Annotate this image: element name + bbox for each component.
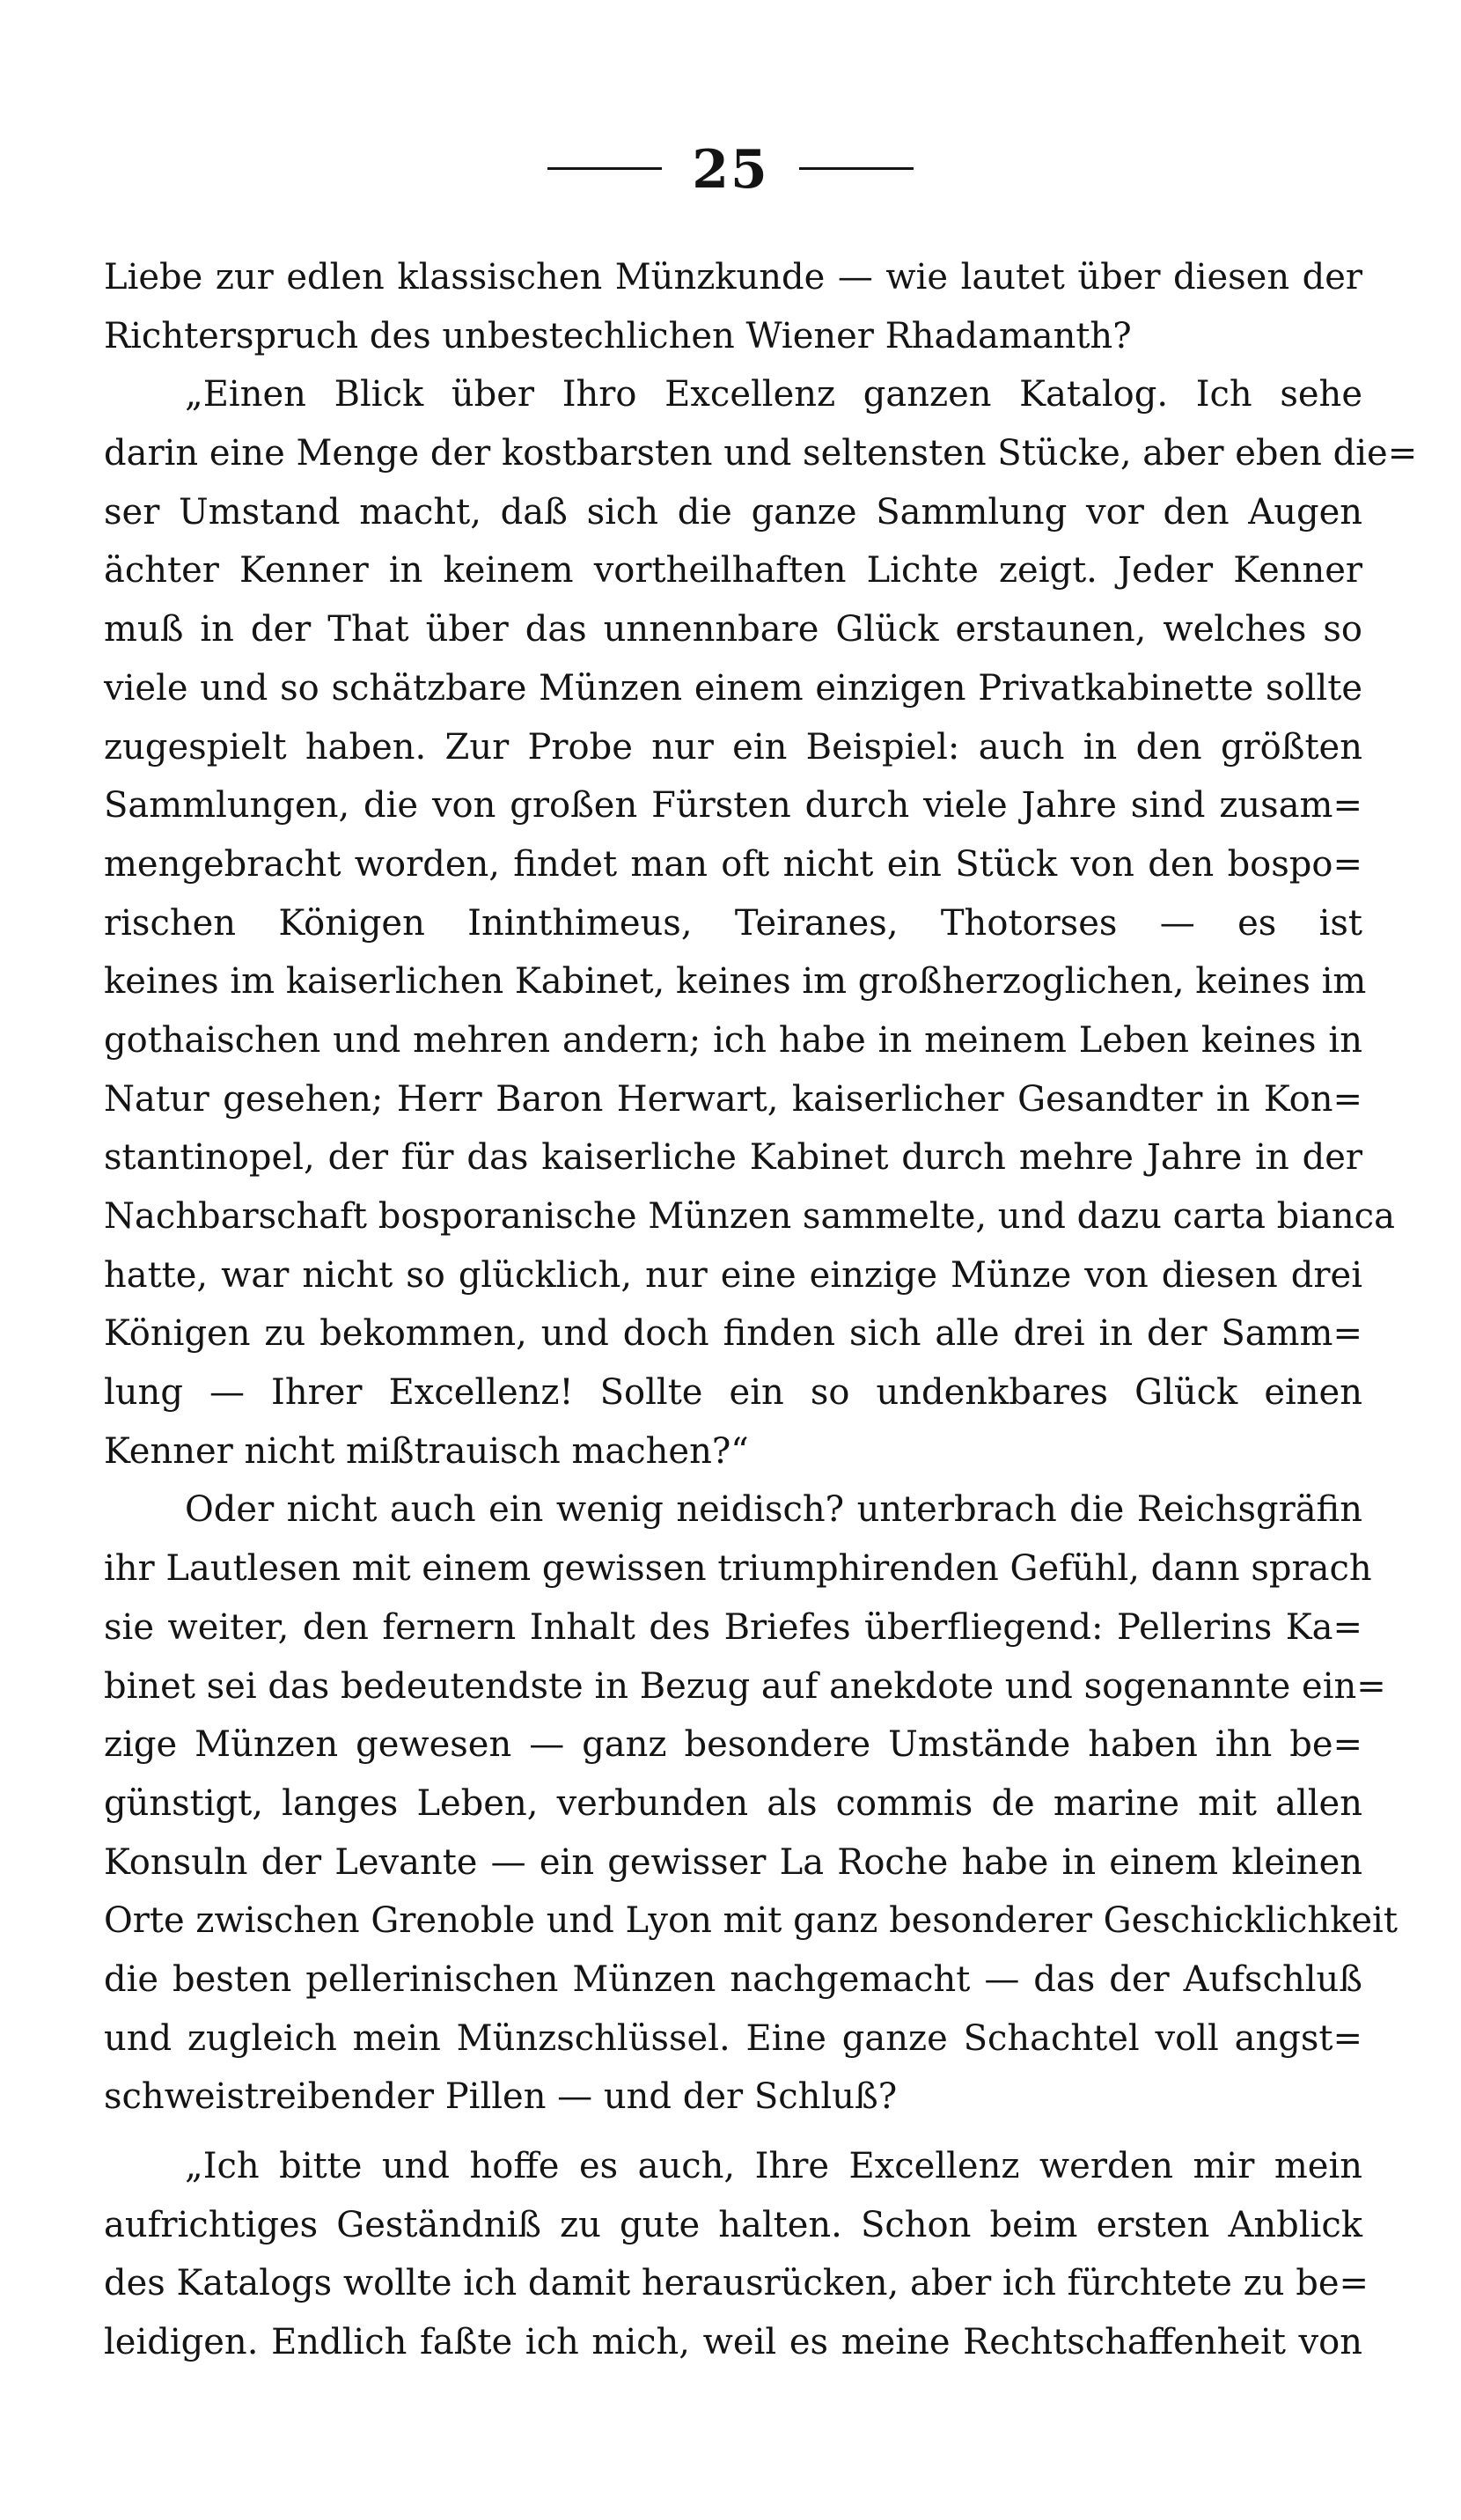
text-line: muß in der That über das unnennbare Glück erstaunen, welches so (104, 609, 1362, 650)
header-rule-right (799, 167, 914, 170)
text-line: günstigt, langes Leben, verbunden als commis de marine mit allen (104, 1782, 1362, 1824)
text-line: ihr Lautlesen mit einem gewissen triumphirenden Gefühl, dann sprach (104, 1548, 1372, 1590)
text-line: „Einen Blick über Ihro Excellenz ganzen Katalog. Ich sehe (185, 374, 1362, 415)
text-line: zugespielt haben. Zur Probe nur ein Beispiel: auch in den größten (104, 726, 1362, 768)
text-line: gothaischen und mehren andern; ich habe in meinem Leben keines in (104, 1019, 1362, 1061)
page-number: 25 (692, 139, 769, 201)
text-line: Orte zwischen Grenoble und Lyon mit ganz besonderer Geschicklichkeit (104, 1900, 1398, 1942)
text-line: ser Umstand macht, daß sich die ganze Sammlung vor den Augen (104, 491, 1362, 533)
text-line: binet sei das bedeutendste in Bezug auf anekdote und sogenannte ein= (104, 1665, 1386, 1707)
text-line: Nachbarschaft bosporanische Münzen sammelte, und dazu carta bianca (104, 1196, 1395, 1237)
text-line: Sammlungen, die von großen Fürsten durch viele Jahre sind zusam= (104, 785, 1362, 827)
text-line: Konsuln der Levante — ein gewisser La Roche habe in einem kleinen (104, 1841, 1362, 1883)
text-line: ächter Kenner in keinem vortheilhaften Lichte zeigt. Jeder Kenner (104, 550, 1362, 591)
text-line: rischen Königen Ininthimeus, Teiranes, Thotorses — es ist (104, 902, 1362, 944)
text-line: „Ich bitte und hoffe es auch, Ihre Excellenz werden mir mein (185, 2146, 1362, 2186)
text-line: die besten pellerinischen Münzen nachgemacht — das der Aufschluß (104, 1958, 1362, 2000)
text-line: Kenner nicht mißtrauisch machen?“ (104, 1430, 749, 1472)
text-line: mengebracht worden, findet man oft nicht ein Stück von den bospo= (104, 843, 1362, 885)
text-line: und zugleich mein Münzschlüssel. Eine ganze Schachtel voll angst= (104, 2017, 1362, 2059)
text-line: leidigen. Endlich faßte ich mich, weil es meine Rechtschaffenheit von (104, 2322, 1362, 2363)
text-line: Natur gesehen; Herr Baron Herwart, kaiserlicher Gesandter in Kon= (104, 1078, 1362, 1120)
text-line: hatte, war nicht so glücklich, nur eine einzige Münze von diesen drei (104, 1254, 1362, 1296)
text-line: zige Münzen gewesen — ganz besondere Umstände haben ihn be= (104, 1724, 1362, 1766)
text-line: Königen zu bekommen, und doch finden sich alle drei in der Samm= (104, 1313, 1362, 1355)
text-line: schweistreibender Pillen — und der Schluß? (104, 2076, 898, 2118)
text-line: stantinopel, der für das kaiserliche Kabinet durch mehre Jahre in der (104, 1137, 1362, 1179)
text-line: keines im kaiserlichen Kabinet, keines im großherzoglichen, keines im (104, 961, 1367, 1003)
text-line: Oder nicht auch ein wenig neidisch? unterbrach die Reichsgräfin (185, 1489, 1362, 1531)
header-rule-left (547, 167, 662, 170)
text-line: Richterspruch des unbestechlichen Wiener Rhadamanth? (104, 315, 1132, 356)
page-header (0, 139, 1461, 201)
text-line: lung — Ihrer Excellenz! Sollte ein so undenkbares Glück einen (104, 1372, 1362, 1414)
text-line: darin eine Menge der kostbarsten und seltensten Stücke, aber eben die= (104, 433, 1418, 474)
text-line: Liebe zur edlen klassischen Münzkunde — wie lautet über diesen der (104, 257, 1362, 298)
text-line: sie weiter, den fernern Inhalt des Briefes überfliegend: Pellerins Ka= (104, 1606, 1362, 1648)
text-line: des Katalogs wollte ich damit herausrücken, aber ich fürchtete zu be= (104, 2263, 1369, 2304)
text-line: aufrichtiges Geständniß zu gute halten. Schon beim ersten Anblick (104, 2204, 1362, 2245)
body-text (104, 248, 1418, 2372)
text-line: viele und so schätzbare Münzen einem einzigen Privatkabinette sollte (104, 667, 1362, 709)
